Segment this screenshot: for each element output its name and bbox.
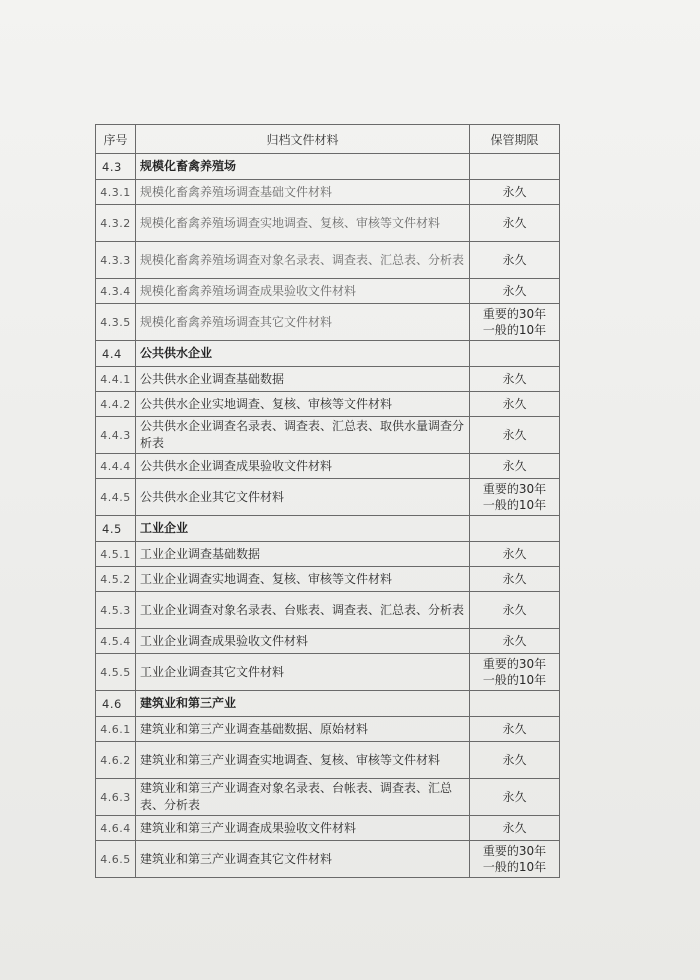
- table-row: [96, 454, 560, 479]
- row-material-desc: 规模化畜禽养殖场调查基础文件材料: [136, 180, 470, 205]
- row-serial-no: 4.6.2: [96, 742, 136, 779]
- row-serial-no: 4.5.3: [96, 592, 136, 629]
- row-serial-no: 4.6.5: [96, 841, 136, 878]
- row-serial-no: 4.5.5: [96, 654, 136, 691]
- row-serial-no: 4.4.4: [96, 454, 136, 479]
- row-retention-period: 永久: [470, 180, 560, 205]
- table-row: [96, 205, 560, 242]
- row-retention-period: 重要的30年 一般的10年: [470, 654, 560, 691]
- section-row: [96, 516, 560, 542]
- row-serial-no: 4.3.4: [96, 279, 136, 304]
- row-retention-period: 重要的30年 一般的10年: [470, 479, 560, 516]
- section-row: [96, 341, 560, 367]
- row-retention-period: 永久: [470, 779, 560, 816]
- row-serial-no: 4.5: [96, 516, 136, 542]
- row-material-desc: 工业企业调查其它文件材料: [136, 654, 470, 691]
- table-row: [96, 717, 560, 742]
- row-serial-no: 4.3.5: [96, 304, 136, 341]
- row-material-desc: 规模化畜禽养殖场调查其它文件材料: [136, 304, 470, 341]
- table-row: [96, 479, 560, 516]
- row-retention-period: 永久: [470, 816, 560, 841]
- row-material-desc: 工业企业调查成果验收文件材料: [136, 629, 470, 654]
- row-serial-no: 4.4.5: [96, 479, 136, 516]
- section-row: [96, 154, 560, 180]
- row-material-desc: 公共供水企业实地调查、复核、审核等文件材料: [136, 392, 470, 417]
- row-serial-no: 4.4: [96, 341, 136, 367]
- row-material-desc: 工业企业调查对象名录表、台账表、调查表、汇总表、分析表: [136, 592, 470, 629]
- table-row: [96, 304, 560, 341]
- row-serial-no: 4.6.1: [96, 717, 136, 742]
- row-retention-period: [470, 341, 560, 367]
- table-row: [96, 542, 560, 567]
- table-row: [96, 779, 560, 816]
- section-title: 建筑业和第三产业: [136, 691, 470, 717]
- table-row: [96, 279, 560, 304]
- table-row: [96, 629, 560, 654]
- table-row: [96, 567, 560, 592]
- row-material-desc: 建筑业和第三产业调查成果验收文件材料: [136, 816, 470, 841]
- table-row: [96, 392, 560, 417]
- row-serial-no: 4.3: [96, 154, 136, 180]
- row-material-desc: 公共供水企业调查基础数据: [136, 367, 470, 392]
- row-serial-no: 4.4.3: [96, 417, 136, 454]
- row-retention-period: 永久: [470, 567, 560, 592]
- row-material-desc: 建筑业和第三产业调查对象名录表、台帐表、调查表、汇总表、分析表: [136, 779, 470, 816]
- row-material-desc: 工业企业调查基础数据: [136, 542, 470, 567]
- table-row: [96, 654, 560, 691]
- row-retention-period: 永久: [470, 742, 560, 779]
- row-serial-no: 4.6.4: [96, 816, 136, 841]
- row-material-desc: 规模化畜禽养殖场调查实地调查、复核、审核等文件材料: [136, 205, 470, 242]
- row-retention-period: [470, 516, 560, 542]
- header-retention-period: 保管期限: [470, 125, 560, 154]
- row-serial-no: 4.5.1: [96, 542, 136, 567]
- section-title: 公共供水企业: [136, 341, 470, 367]
- row-retention-period: 永久: [470, 592, 560, 629]
- row-material-desc: 工业企业调查实地调查、复核、审核等文件材料: [136, 567, 470, 592]
- table-row: [96, 816, 560, 841]
- header-archive-material: 归档文件材料: [136, 125, 470, 154]
- row-retention-period: 永久: [470, 205, 560, 242]
- section-row: [96, 691, 560, 717]
- row-retention-period: [470, 691, 560, 717]
- header-serial-no: 序号: [96, 125, 136, 154]
- table-header-row: [96, 125, 560, 154]
- table-row: [96, 242, 560, 279]
- section-title: 工业企业: [136, 516, 470, 542]
- row-retention-period: 永久: [470, 392, 560, 417]
- row-retention-period: 永久: [470, 454, 560, 479]
- row-serial-no: 4.3.3: [96, 242, 136, 279]
- row-serial-no: 4.4.1: [96, 367, 136, 392]
- row-material-desc: 建筑业和第三产业调查基础数据、原始材料: [136, 717, 470, 742]
- row-serial-no: 4.6.3: [96, 779, 136, 816]
- table-row: [96, 742, 560, 779]
- row-retention-period: 永久: [470, 542, 560, 567]
- row-serial-no: 4.3.2: [96, 205, 136, 242]
- archive-retention-table: [95, 124, 560, 878]
- row-serial-no: 4.5.2: [96, 567, 136, 592]
- table-row: [96, 417, 560, 454]
- row-material-desc: 建筑业和第三产业调查实地调查、复核、审核等文件材料: [136, 742, 470, 779]
- row-retention-period: [470, 154, 560, 180]
- row-material-desc: 规模化畜禽养殖场调查对象名录表、调查表、汇总表、分析表: [136, 242, 470, 279]
- row-retention-period: 重要的30年 一般的10年: [470, 841, 560, 878]
- table-row: [96, 367, 560, 392]
- row-material-desc: 公共供水企业调查成果验收文件材料: [136, 454, 470, 479]
- table-row: [96, 592, 560, 629]
- row-serial-no: 4.6: [96, 691, 136, 717]
- row-material-desc: 建筑业和第三产业调查其它文件材料: [136, 841, 470, 878]
- row-serial-no: 4.4.2: [96, 392, 136, 417]
- row-material-desc: 规模化畜禽养殖场调查成果验收文件材料: [136, 279, 470, 304]
- row-retention-period: 永久: [470, 417, 560, 454]
- section-title: 规模化畜禽养殖场: [136, 154, 470, 180]
- row-retention-period: 永久: [470, 279, 560, 304]
- row-material-desc: 公共供水企业调查名录表、调查表、汇总表、取供水量调查分析表: [136, 417, 470, 454]
- row-serial-no: 4.5.4: [96, 629, 136, 654]
- row-retention-period: 永久: [470, 717, 560, 742]
- table-row: [96, 180, 560, 205]
- row-retention-period: 重要的30年 一般的10年: [470, 304, 560, 341]
- row-retention-period: 永久: [470, 367, 560, 392]
- row-material-desc: 公共供水企业其它文件材料: [136, 479, 470, 516]
- table-row: [96, 841, 560, 878]
- row-retention-period: 永久: [470, 629, 560, 654]
- row-serial-no: 4.3.1: [96, 180, 136, 205]
- row-retention-period: 永久: [470, 242, 560, 279]
